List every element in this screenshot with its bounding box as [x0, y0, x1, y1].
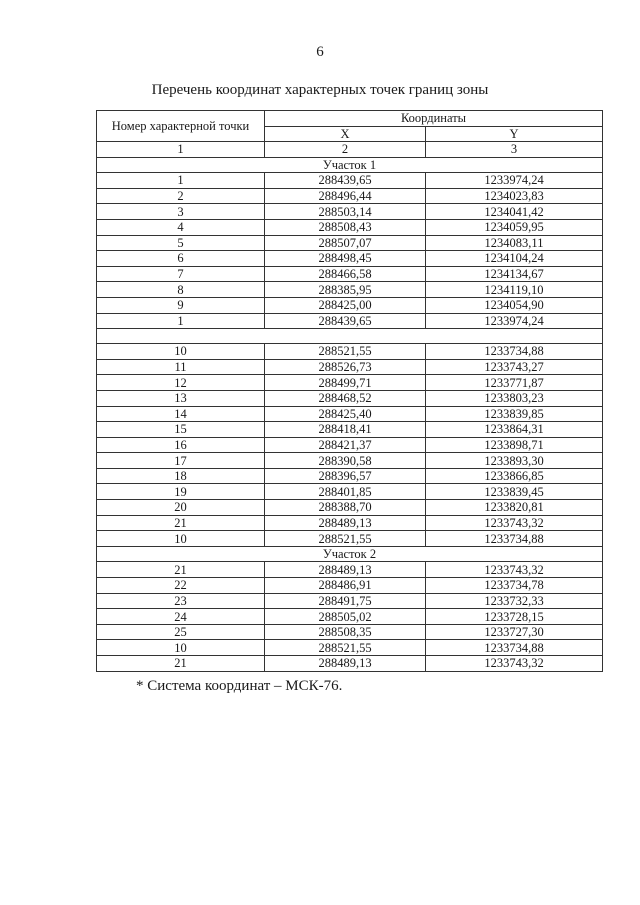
point-number-cell: 21: [97, 515, 265, 531]
x-coordinate-cell: 288439,65: [265, 313, 426, 329]
y-coordinate-cell: 1234134,67: [426, 266, 603, 282]
table-row: [97, 235, 603, 251]
table-row: [97, 266, 603, 282]
x-coordinate-cell: 288425,40: [265, 406, 426, 422]
table-row: [97, 640, 603, 656]
x-coordinate-cell: 288489,13: [265, 515, 426, 531]
x-coordinate-cell: 288508,43: [265, 219, 426, 235]
table-row: [97, 578, 603, 594]
point-number-cell: 14: [97, 406, 265, 422]
y-coordinate-cell: 1233743,32: [426, 656, 603, 672]
table-row: [97, 359, 603, 375]
y-coordinate-cell: 1233974,24: [426, 313, 603, 329]
section-title: Участок 1: [97, 157, 603, 173]
x-coordinate-cell: 288421,37: [265, 437, 426, 453]
coordinates-table: [96, 110, 603, 672]
point-number-cell: 6: [97, 251, 265, 267]
x-coordinate-cell: 288425,00: [265, 297, 426, 313]
x-coordinate-cell: 288390,58: [265, 453, 426, 469]
y-coordinate-cell: 1233771,87: [426, 375, 603, 391]
table-row: [97, 375, 603, 391]
x-coordinate-cell: 288505,02: [265, 609, 426, 625]
x-coordinate-cell: 288499,71: [265, 375, 426, 391]
point-number-cell: 5: [97, 235, 265, 251]
x-coordinate-cell: 288401,85: [265, 484, 426, 500]
y-coordinate-cell: 1233734,88: [426, 640, 603, 656]
table-row: [97, 515, 603, 531]
point-number-cell: 10: [97, 640, 265, 656]
y-coordinate-cell: 1234041,42: [426, 204, 603, 220]
point-number-cell: 15: [97, 422, 265, 438]
table-row: [97, 453, 603, 469]
y-coordinate-cell: 1233839,45: [426, 484, 603, 500]
section-title: Участок 2: [97, 546, 603, 562]
page-number: 6: [316, 44, 324, 60]
y-coordinate-cell: 1233974,24: [426, 173, 603, 189]
x-coordinate-cell: 288489,13: [265, 562, 426, 578]
table-row: [97, 188, 603, 204]
point-number-cell: 18: [97, 468, 265, 484]
y-coordinate-cell: 1234083,11: [426, 235, 603, 251]
y-coordinate-cell: 1233734,88: [426, 344, 603, 360]
x-coordinate-cell: 288385,95: [265, 282, 426, 298]
point-number-cell: 16: [97, 437, 265, 453]
point-number-cell: 10: [97, 531, 265, 547]
x-coordinate-cell: 288486,91: [265, 578, 426, 594]
x-coordinate-cell: 288491,75: [265, 593, 426, 609]
x-coordinate-cell: 288496,44: [265, 188, 426, 204]
point-number-cell: 17: [97, 453, 265, 469]
table-row: [97, 297, 603, 313]
header-point-number: Номер характерной точки: [97, 111, 265, 142]
point-number-cell: 22: [97, 578, 265, 594]
point-number-cell: 12: [97, 375, 265, 391]
point-number-cell: 1: [97, 173, 265, 189]
y-coordinate-cell: 1233866,85: [426, 468, 603, 484]
x-coordinate-cell: 288503,14: [265, 204, 426, 220]
x-coordinate-cell: 288498,45: [265, 251, 426, 267]
column-number: 3: [426, 142, 603, 158]
table-row: [97, 344, 603, 360]
table-row: [97, 500, 603, 516]
point-number-cell: 7: [97, 266, 265, 282]
separator-row: [97, 329, 603, 344]
table-row: [97, 173, 603, 189]
table-row: [97, 624, 603, 640]
table-row: [97, 204, 603, 220]
y-coordinate-cell: 1233743,27: [426, 359, 603, 375]
point-number-cell: 21: [97, 656, 265, 672]
y-coordinate-cell: 1234023,83: [426, 188, 603, 204]
table-row: [97, 422, 603, 438]
point-number-cell: 4: [97, 219, 265, 235]
table-row: [97, 390, 603, 406]
table-row: [97, 656, 603, 672]
point-number-cell: 11: [97, 359, 265, 375]
x-coordinate-cell: 288466,58: [265, 266, 426, 282]
y-coordinate-cell: 1233839,85: [426, 406, 603, 422]
y-coordinate-cell: 1233734,78: [426, 578, 603, 594]
x-coordinate-cell: 288507,07: [265, 235, 426, 251]
point-number-cell: 1: [97, 313, 265, 329]
point-number-cell: 19: [97, 484, 265, 500]
header-x: X: [265, 126, 426, 142]
y-coordinate-cell: 1233820,81: [426, 500, 603, 516]
table-row: [97, 406, 603, 422]
y-coordinate-cell: 1233898,71: [426, 437, 603, 453]
y-coordinate-cell: 1233732,33: [426, 593, 603, 609]
point-number-cell: 20: [97, 500, 265, 516]
x-coordinate-cell: 288489,13: [265, 656, 426, 672]
table-row: [97, 251, 603, 267]
y-coordinate-cell: 1233803,23: [426, 390, 603, 406]
x-coordinate-cell: 288388,70: [265, 500, 426, 516]
point-number-cell: 9: [97, 297, 265, 313]
x-coordinate-cell: 288521,55: [265, 531, 426, 547]
column-number: 1: [97, 142, 265, 158]
table-row: [97, 531, 603, 547]
y-coordinate-cell: 1233734,88: [426, 531, 603, 547]
header-y: Y: [426, 126, 603, 142]
point-number-cell: 8: [97, 282, 265, 298]
x-coordinate-cell: 288468,52: [265, 390, 426, 406]
y-coordinate-cell: 1234119,10: [426, 282, 603, 298]
table-row: [97, 219, 603, 235]
table-row: [97, 562, 603, 578]
x-coordinate-cell: 288439,65: [265, 173, 426, 189]
point-number-cell: 13: [97, 390, 265, 406]
footnote: * Система координат – МСК-76.: [136, 678, 343, 694]
point-number-cell: 23: [97, 593, 265, 609]
table-row: [97, 484, 603, 500]
y-coordinate-cell: 1233728,15: [426, 609, 603, 625]
y-coordinate-cell: 1233743,32: [426, 562, 603, 578]
table-row: [97, 609, 603, 625]
x-coordinate-cell: 288521,55: [265, 344, 426, 360]
table-row: [97, 437, 603, 453]
point-number-cell: 10: [97, 344, 265, 360]
point-number-cell: 21: [97, 562, 265, 578]
y-coordinate-cell: 1234054,90: [426, 297, 603, 313]
column-number: 2: [265, 142, 426, 158]
table-row: [97, 282, 603, 298]
point-number-cell: 2: [97, 188, 265, 204]
point-number-cell: 24: [97, 609, 265, 625]
y-coordinate-cell: 1234104,24: [426, 251, 603, 267]
point-number-cell: 25: [97, 624, 265, 640]
point-number-cell: 3: [97, 204, 265, 220]
table-row: [97, 313, 603, 329]
table-row: [97, 593, 603, 609]
table-row: [97, 468, 603, 484]
y-coordinate-cell: 1233893,30: [426, 453, 603, 469]
empty-cell: [97, 329, 603, 344]
y-coordinate-cell: 1233743,32: [426, 515, 603, 531]
x-coordinate-cell: 288508,35: [265, 624, 426, 640]
x-coordinate-cell: 288418,41: [265, 422, 426, 438]
x-coordinate-cell: 288526,73: [265, 359, 426, 375]
y-coordinate-cell: 1233864,31: [426, 422, 603, 438]
y-coordinate-cell: 1234059,95: [426, 219, 603, 235]
x-coordinate-cell: 288396,57: [265, 468, 426, 484]
y-coordinate-cell: 1233727,30: [426, 624, 603, 640]
header-coordinates: Координаты: [265, 111, 603, 127]
x-coordinate-cell: 288521,55: [265, 640, 426, 656]
page-title: Перечень координат характерных точек границ зоны: [151, 82, 489, 98]
